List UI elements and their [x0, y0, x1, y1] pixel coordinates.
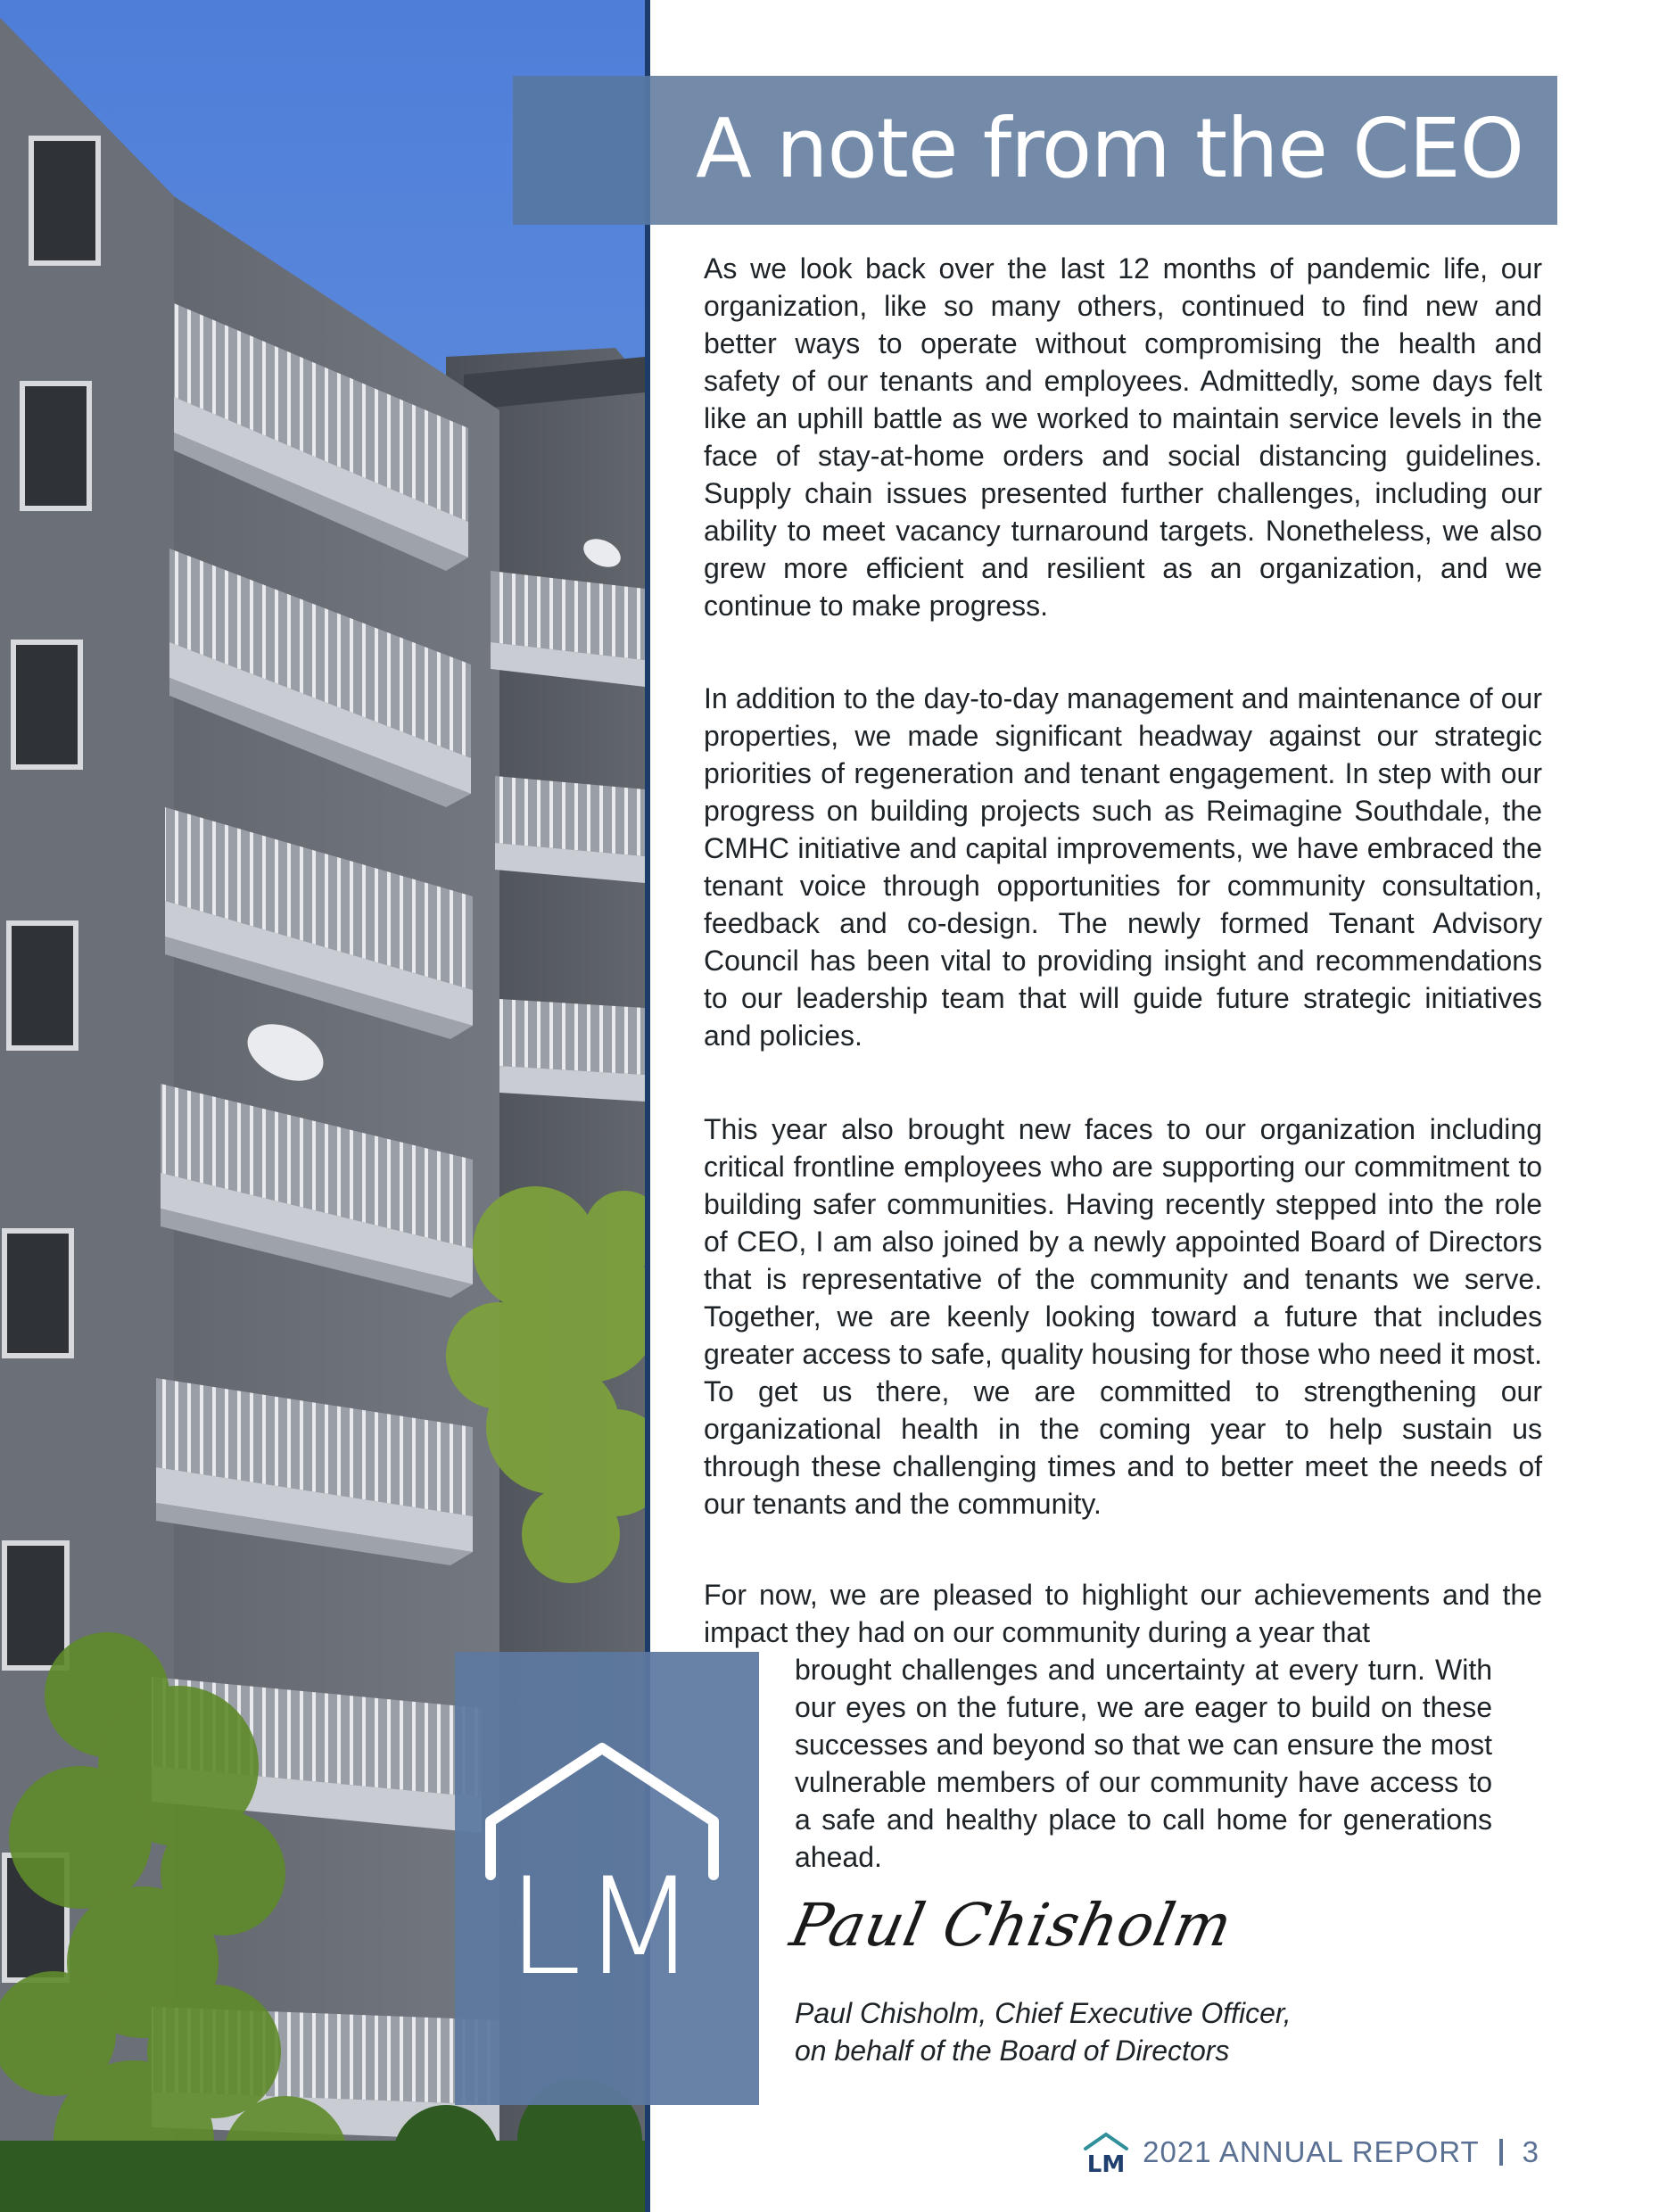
lm-logo-text: LM	[507, 1850, 697, 2005]
paragraph-3: This year also brought new faces to our organization including critical frontline employees who are supporting our commitment to building safer communities. Having recently stepped into the role of CEO, I am also joined by a newly appointed Board of Directors that is representative of the community and tenants we serve. Together, we are keenly looking toward a future that includes greater access to safe, quality housing for those who need it most. To get us there, we are committed to strengthening our organizational health in the coming year to help sustain us through these challenging times and to better meet the needs of our tenants and the community.	[704, 1113, 1542, 1520]
paragraph-4-start: For now, we are pleased to highlight our achievements and the impact they had on our community during a year that	[704, 1579, 1542, 1648]
page-footer	[1080, 2130, 1539, 2175]
paragraph-1: As we look back over the last 12 months of pandemic life, our organization, like so many others, continued to find new and better ways to operate without compromising the health and safety of our tenants and employees. Admittedly, some days felt like an uphill battle as we worked to maintain service levels in the face of stay-at-home orders and social distancing guidelines. Supply chain issues presented further challenges, including our ability to meet vacancy turnaround targets. Nonetheless, we also grew more efficient and resilient as an organization, and we continue to make progress.	[704, 252, 1542, 622]
footer-logo-text: LM	[1086, 2151, 1126, 2174]
footer-house-icon	[1085, 2134, 1127, 2149]
paragraph-4-continued: brought challenges and uncertainty at every turn. With our eyes on the future, we are eager to build on these successes and beyond so that we can ensure the most vulnerable members of our community have access to a safe and healthy place to call home for generations ahead.	[795, 1654, 1492, 1873]
paragraph-2: In addition to the day-to-day management and maintenance of our properties, we made significant headway against our strategic priorities of regeneration and tenant engagement. In step with our progress on building projects such as Reimagine Southdale, the CMHC initiative and capital improvements, we have embraced the tenant voice through opportunities for community consultation, feedback and co-design. The newly formed Tenant Advisory Council has been vital to providing insight and recommendations to our leadership team that will guide future strategic initiatives and policies.	[704, 682, 1542, 1052]
lm-logo-box	[455, 1652, 759, 2105]
report-label: 2021 ANNUAL REPORT	[1143, 2135, 1480, 2168]
footer-lm-logo	[1080, 2131, 1132, 2174]
page-number: 3	[1522, 2135, 1539, 2168]
footer-divider	[1499, 2139, 1503, 2166]
signatory-title: Paul Chisholm, Chief Executive Officer,	[795, 1997, 1292, 2029]
handwritten-signature: Paul Chisholm	[784, 1891, 1239, 1960]
title-banner-accent	[513, 76, 651, 225]
page-title: A note from the CEO	[696, 101, 1524, 196]
signatory-behalf: on behalf of the Board of Directors	[795, 2035, 1230, 2067]
